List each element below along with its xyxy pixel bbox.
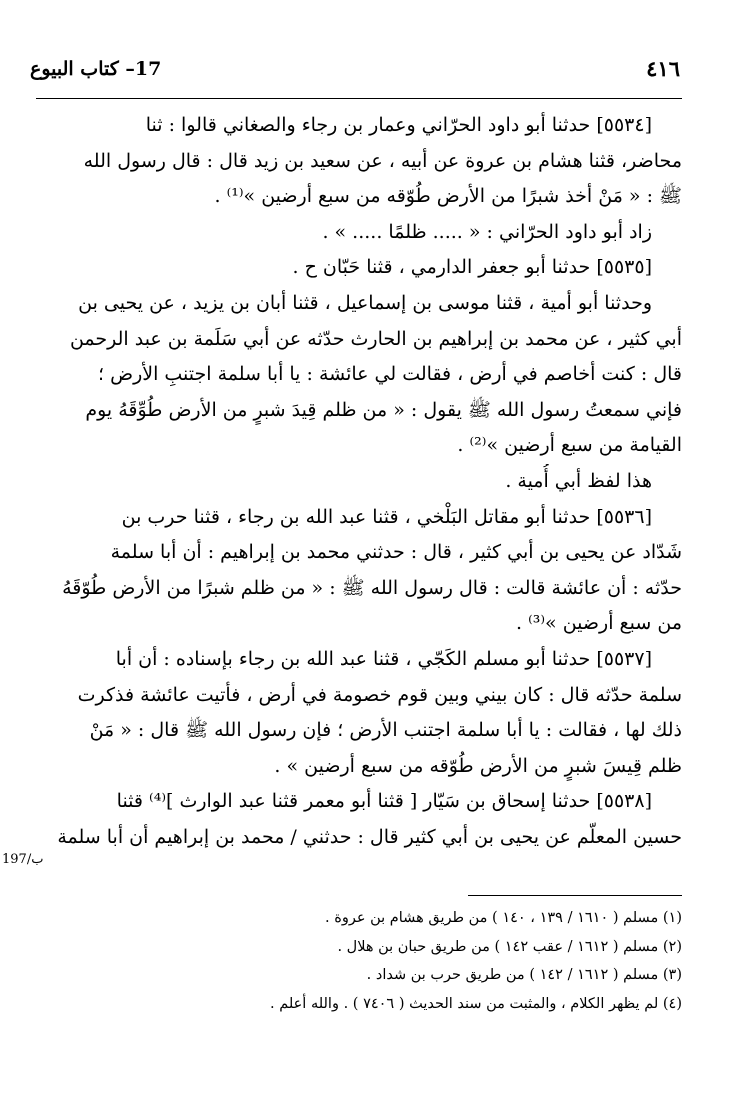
text-line: [٥٥٣٦] حدثنا أبو مقاتل البَلْخي ، قثنا عبد الله بن رجاء ، قثنا حرب بن bbox=[121, 505, 652, 528]
text-line: من سبع أرضين »⁽³⁾ . bbox=[516, 612, 682, 635]
footnotes bbox=[36, 904, 682, 1018]
text-line: ذلك لها ، فقالت : يا أبا سلمة اجتنب الأرض ؛ فإن رسول الله ﷺ قال : « مَنْ bbox=[89, 719, 682, 742]
text-line: [٥٥٣٨] حدثنا إسحاق بن سَيّار [ قثنا أبو معمر قثنا عبد الوارث ]⁽⁴⁾ قثنا bbox=[116, 790, 652, 813]
text-line: ظلم قِيسَ شبرٍ من الأرض طُوّقه من سبع أرضين » . bbox=[274, 754, 682, 777]
text-line: [٥٥٣٤] حدثنا أبو داود الحرّاني وعمار بن رجاء والصغاني قالوا : ثنا bbox=[145, 114, 652, 136]
text-line: فإني سمعتُ رسول الله ﷺ يقول : « من ظلم قِيدَ شبرٍ من الأرض طُوِّقَهُ يوم bbox=[85, 398, 682, 421]
text-line: أبي كثير ، عن محمد بن إبراهيم بن الحارث حدّثه عن أبي سَلَمة بن عبد الرحمن bbox=[69, 327, 682, 350]
text-line: زاد أبو داود الحرّاني : « ..... ظلمًا ..... » . bbox=[322, 220, 652, 243]
text-line: هذا لفظ أبي أُمية . bbox=[505, 469, 652, 492]
text-line: قال : كنت أخاصم في أرض ، فقالت لي عائشة : يا أبا سلمة اجتنبِ الأرض ؛ bbox=[98, 363, 682, 386]
text-line: حسين المعلّم عن يحيى بن أبي كثير قال : حدثني / محمد بن إبراهيم أن أبا سلمة bbox=[57, 825, 682, 848]
hadith-text bbox=[36, 108, 682, 855]
text-line: شَدّاد عن يحيى بن أبي كثير ، قال : حدثني محمد بن إبراهيم : أن أبا سلمة bbox=[110, 541, 682, 564]
manuscript-folio-note: 197/ب bbox=[2, 852, 44, 867]
text-line: وحدثنا أبو أمية ، قثنا موسى بن إسماعيل ، قثنا أبان بن يزيد ، عن يحيى بن bbox=[78, 291, 652, 314]
page-number: ٤١٦ bbox=[646, 56, 680, 81]
footnote: (٤) لم يظهر الكلام ، والمثبت من سند الحديث ( ٧٤٠٦ ) . والله أعلم . bbox=[269, 995, 682, 1012]
text-line: محاضر، قثنا هشام بن عروة عن أبيه ، عن سعيد بن زيد قال : قال رسول الله bbox=[83, 149, 682, 172]
text-line: ﷺ : « مَنْ أخذ شبرًا من الأرض طُوّقه من سبع أرضين »⁽¹⁾ . bbox=[214, 185, 682, 208]
footnote-rule bbox=[468, 895, 682, 896]
header-rule bbox=[36, 98, 682, 99]
footnote: (٢) مسلم ( ١٦١٢ / عقب ١٤٢ ) من طريق حبان بن هلال . bbox=[337, 938, 682, 955]
text-line: القيامة من سبع أرضين »⁽²⁾ . bbox=[457, 434, 682, 457]
text-line: [٥٥٣٧] حدثنا أبو مسلم الكَجّي ، قثنا عبد الله بن رجاء بإسناده : أن أبا bbox=[115, 647, 652, 670]
footnote: (١) مسلم ( ١٦١٠ / ١٣٩ ، ١٤٠ ) من طريق هشام بن عروة . bbox=[325, 910, 682, 926]
page-header bbox=[30, 56, 680, 90]
text-line: حدّثه : أن عائشة قالت : قال رسول الله ﷺ : « من ظلم شبرًا من الأرض طُوّقَهُ bbox=[62, 576, 682, 599]
chapter-title: 17– كتاب البيوع bbox=[30, 58, 162, 80]
text-line: [٥٥٣٥] حدثنا أبو جعفر الدارمي ، قثنا حَبّان ح . bbox=[292, 256, 652, 279]
text-line: سلمة حدّثه قال : كان بيني وبين قوم خصومة في أرض ، فأتيت عائشة فذكرت bbox=[77, 683, 682, 706]
footnote: (٣) مسلم ( ١٦١٢ / ١٤٢ ) من طريق حرب بن شداد . bbox=[366, 967, 682, 983]
